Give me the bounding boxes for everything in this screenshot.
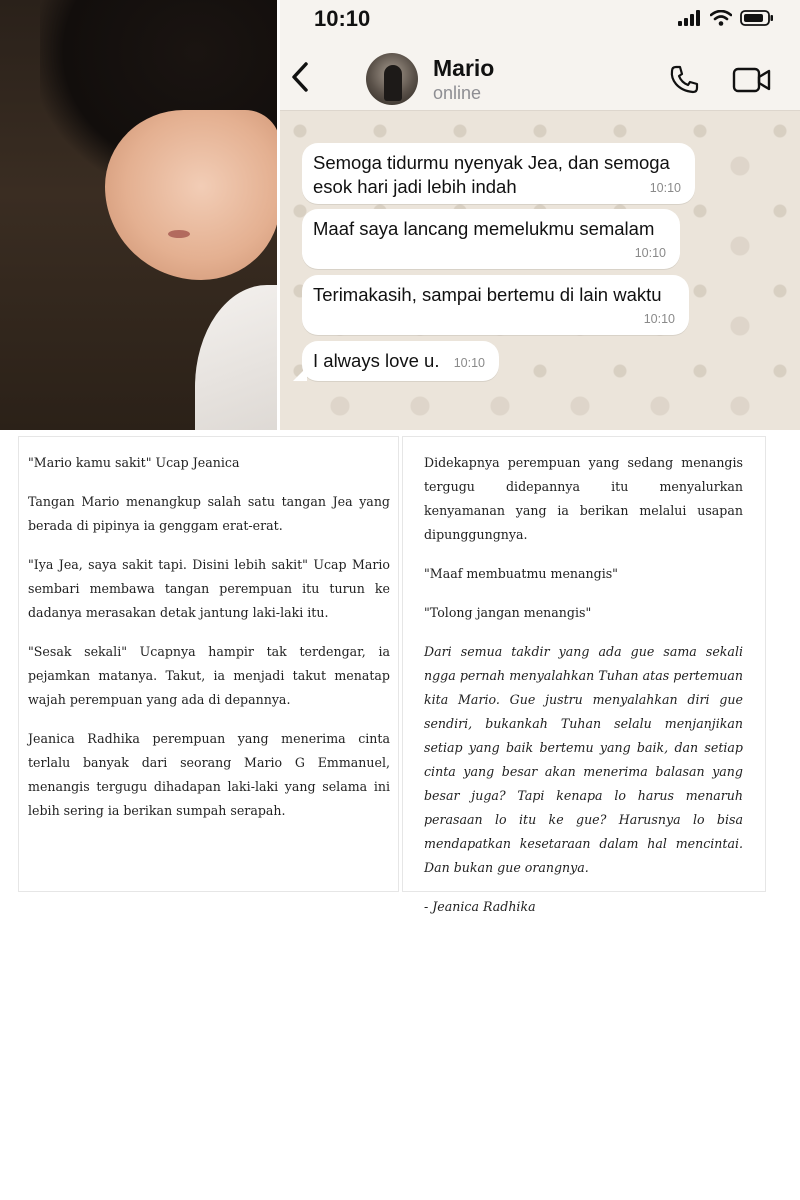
voice-call-button[interactable] [668, 64, 700, 100]
message-text: Maaf saya lancang memelukmu semalam [313, 218, 655, 239]
story-paragraph: "Iya Jea, saya sakit tapi. Disini lebih sakit" Ucap Mario sembari membawa tangan perempuan itu turun ke dadanya merasakan detak jantung laki-laki itu. [28, 557, 390, 620]
status-icons [678, 10, 774, 26]
chevron-left-icon [288, 62, 312, 92]
story-signature: - Jeanica Radhika [424, 899, 536, 914]
contact-name[interactable]: Mario [433, 55, 495, 81]
message-time: 10:10 [643, 312, 675, 326]
message-text: Semoga tidurmu nyenyak Jea, dan semoga esok hari jadi lebih indah [313, 152, 670, 197]
phone-icon [668, 64, 700, 96]
story-panel-right [402, 436, 766, 914]
avatar-figure [384, 65, 402, 101]
story-panel-left [18, 436, 399, 892]
message-time: 10:10 [649, 181, 681, 195]
profile-photo [0, 0, 277, 430]
contact-avatar[interactable] [366, 53, 418, 105]
status-time: 10:10 [314, 6, 371, 31]
photo-shirt [195, 285, 277, 430]
signal-icon [678, 10, 702, 26]
story-paragraph: Didekapnya perempuan yang sedang menangis tergugu didepannya itu menyalurkan kenyamanan yang ia berikan melalui usapan dipunggungnya. [424, 455, 743, 542]
photo-face [105, 110, 277, 280]
story-paragraph: "Maaf membuatmu menangis" [424, 566, 618, 581]
status-bar [280, 0, 800, 40]
contact-status: online [433, 83, 482, 103]
story-paragraph: "Sesak sekali" Ucapnya hampir tak terdengar, ia pejamkan matanya. Takut, ia menjadi takut menatap wajah perempuan yang ada di depannya. [28, 644, 390, 707]
photo-lips [168, 230, 190, 238]
video-camera-icon [732, 66, 772, 94]
story-paragraph: "Mario kamu sakit" Ucap Jeanica [28, 455, 240, 470]
wifi-icon [710, 10, 732, 26]
story-monologue: Dari semua takdir yang ada gue sama sekali ngga pernah menyalahkan Tuhan atas pertemuan kita Mario. Gue justru menyalahkan diri gue sendiri, bukankah Tuhan selalu menjanjikan setiap yang baik bertemu yang baik, dan setiap cinta yang besar akan menerima balasan yang besar juga? Tapi kenapa lo harus menaruh perasaan lo itu ke gue? Harusnya lo bisa mendapatkan kesetaraan dalam hal mencintai. Dan bukan gue orangnya. [424, 644, 743, 875]
story-paragraph: Jeanica Radhika perempuan yang menerima cinta terlalu banyak dari seorang Mario G Emmanuel, menangis tergugu dihadapan laki-laki yang selama ini lebih sering ia berikan sumpah serapah. [28, 731, 390, 818]
message-text: I always love u. [313, 350, 440, 371]
message-bubble[interactable] [302, 341, 499, 381]
message-bubble[interactable] [302, 209, 680, 269]
message-bubble[interactable] [302, 143, 695, 204]
story-paragraph: Tangan Mario menangkup salah satu tangan Jea yang berada di pipinya ia genggam erat-erat. [28, 494, 390, 533]
chat-header [280, 40, 800, 111]
message-time: 10:10 [634, 246, 666, 260]
message-bubble[interactable] [302, 275, 689, 335]
battery-icon [740, 10, 774, 26]
message-list[interactable] [280, 111, 800, 430]
story-paragraph: "Tolong jangan menangis" [424, 605, 592, 620]
message-text: Terimakasih, sampai bertemu di lain waktu [313, 284, 662, 305]
message-time: 10:10 [453, 356, 485, 370]
back-button[interactable] [288, 62, 312, 96]
video-call-button[interactable] [732, 66, 772, 98]
chat-screen [280, 0, 800, 430]
